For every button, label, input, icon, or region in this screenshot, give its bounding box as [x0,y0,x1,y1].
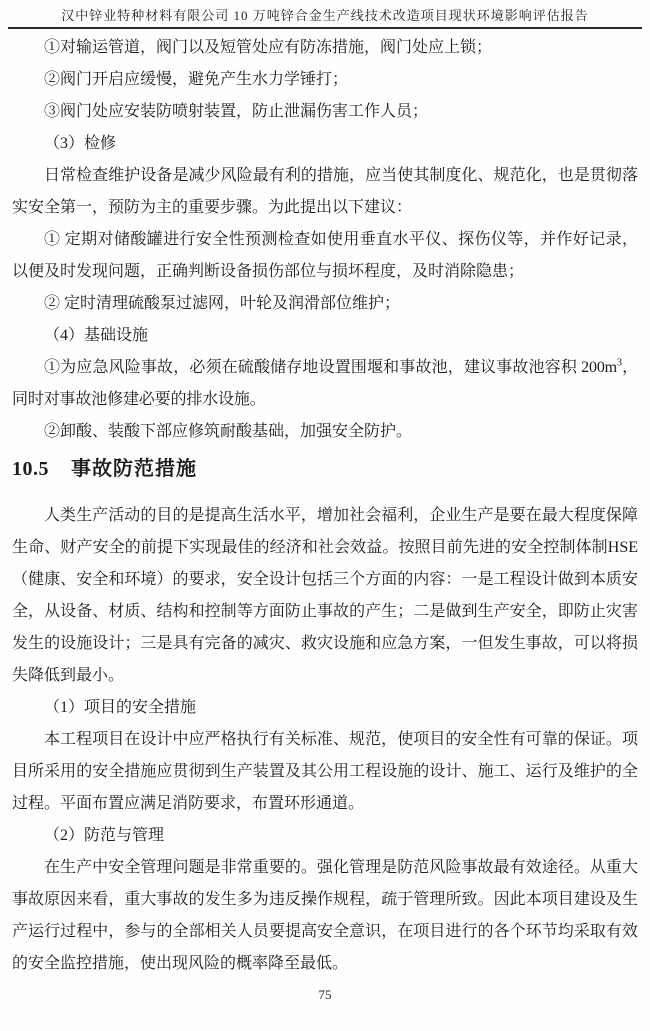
paragraph-acid-base: ②卸酸、装酸下部应修筑耐酸基础，加强安全防护。 [44,423,413,440]
subsection-label-prevention-management: （2）防范与管理 [44,827,165,844]
section-title: 事故防范措施 [71,458,197,480]
paragraph-tank-check: ① 定期对储酸罐进行安全性预测检查如使用垂直水平仪、探伤仪等，并作好记录，以便及时发现问题，正确判断设备损伤部位与损坏程度，及时消除隐患； [12,231,638,280]
paragraph-text: ，同时对事故池修建必要的排水设施。 [12,359,638,408]
subsection-label-project-safety: （1）项目的安全措施 [44,699,197,716]
subsection-label-infrastructure: （4）基础设施 [44,327,149,344]
paragraph-safety-management: 在生产中安全管理问题是非常重要的。强化管理是防范风险事故最有效途径。从重大事故原因来看，重大事故的发生多为违反操作规程，疏于管理所致。因此本项目建设及生产运行过程中，参与的全部相关人员要提高安全意识，在项目进行的各个环节均采取有效的安全监控措施，使出现风险的概率降至最低。 [12,859,638,972]
page-content [12,32,638,980]
paragraph-emergency-pool [12,352,638,416]
paragraph-valve-open: ②阀门开启应缓慢，避免产生水力学锤打； [44,71,349,88]
paragraph-pipe-freeze: ①对输运管道，阀门以及短管处应有防冻措施，阀门处应上锁； [44,39,493,56]
section-number: 10.5 [12,458,49,480]
header-title: 汉中锌业特种材料有限公司 10 万吨锌合金生产线技术改造项目现状环境影响评估报告 [61,8,589,23]
paragraph-daily-inspection: 日常检查维护设备是减少风险最有利的措施，应当使其制度化、规范化，也是贯彻落实安全第一，预防为主的重要步骤。为此提出以下建议： [12,167,638,216]
page-number: 75 [318,987,332,1002]
paragraph-design-standards: 本工程项目在设计中应严格执行有关标准、规范，使项目的安全性有可靠的保证。项目所采用的安全措施应贯彻到生产装置及其公用工程设施的设计、施工、运行及维护的全过程。平面布置应满足消防要求，布置环形通道。 [12,731,638,812]
page-header [8,0,642,29]
paragraph-pump-clean: ② 定时清理硫酸泵过滤网，叶轮及润滑部位维护； [44,295,401,312]
superscript: 3 [616,357,622,369]
page-footer [0,987,650,1003]
paragraph-text: ①为应急风险事故，必须在硫酸储存地设置围堰和事故池，建议事故池容积 200m [44,359,617,376]
paragraph-hse-intro: 人类生产活动的目的是提高生活水平，增加社会福利，企业生产是要在最大程度保障生命、财产安全的前提下实现最佳的经济和社会效益。按照目前先进的安全控制体制HSE（健康、安全和环境）的要求，安全设计包括三个方面的内容：一是工程设计做到本质安全，从设备、材质、结构和控制等方面防止事故的产生；二是做到生产安全，即防止灾害发生的设施设计；三是具有完备的减灾、救灾设施和应急方案，一但发生事故，可以将损失降低到最小。 [12,507,638,684]
subsection-label-overhaul: （3）检修 [44,135,117,152]
section-heading [12,454,638,484]
paragraph-valve-spray: ③阀门处应安装防喷射装置，防止泄漏伤害工作人员； [44,103,429,120]
